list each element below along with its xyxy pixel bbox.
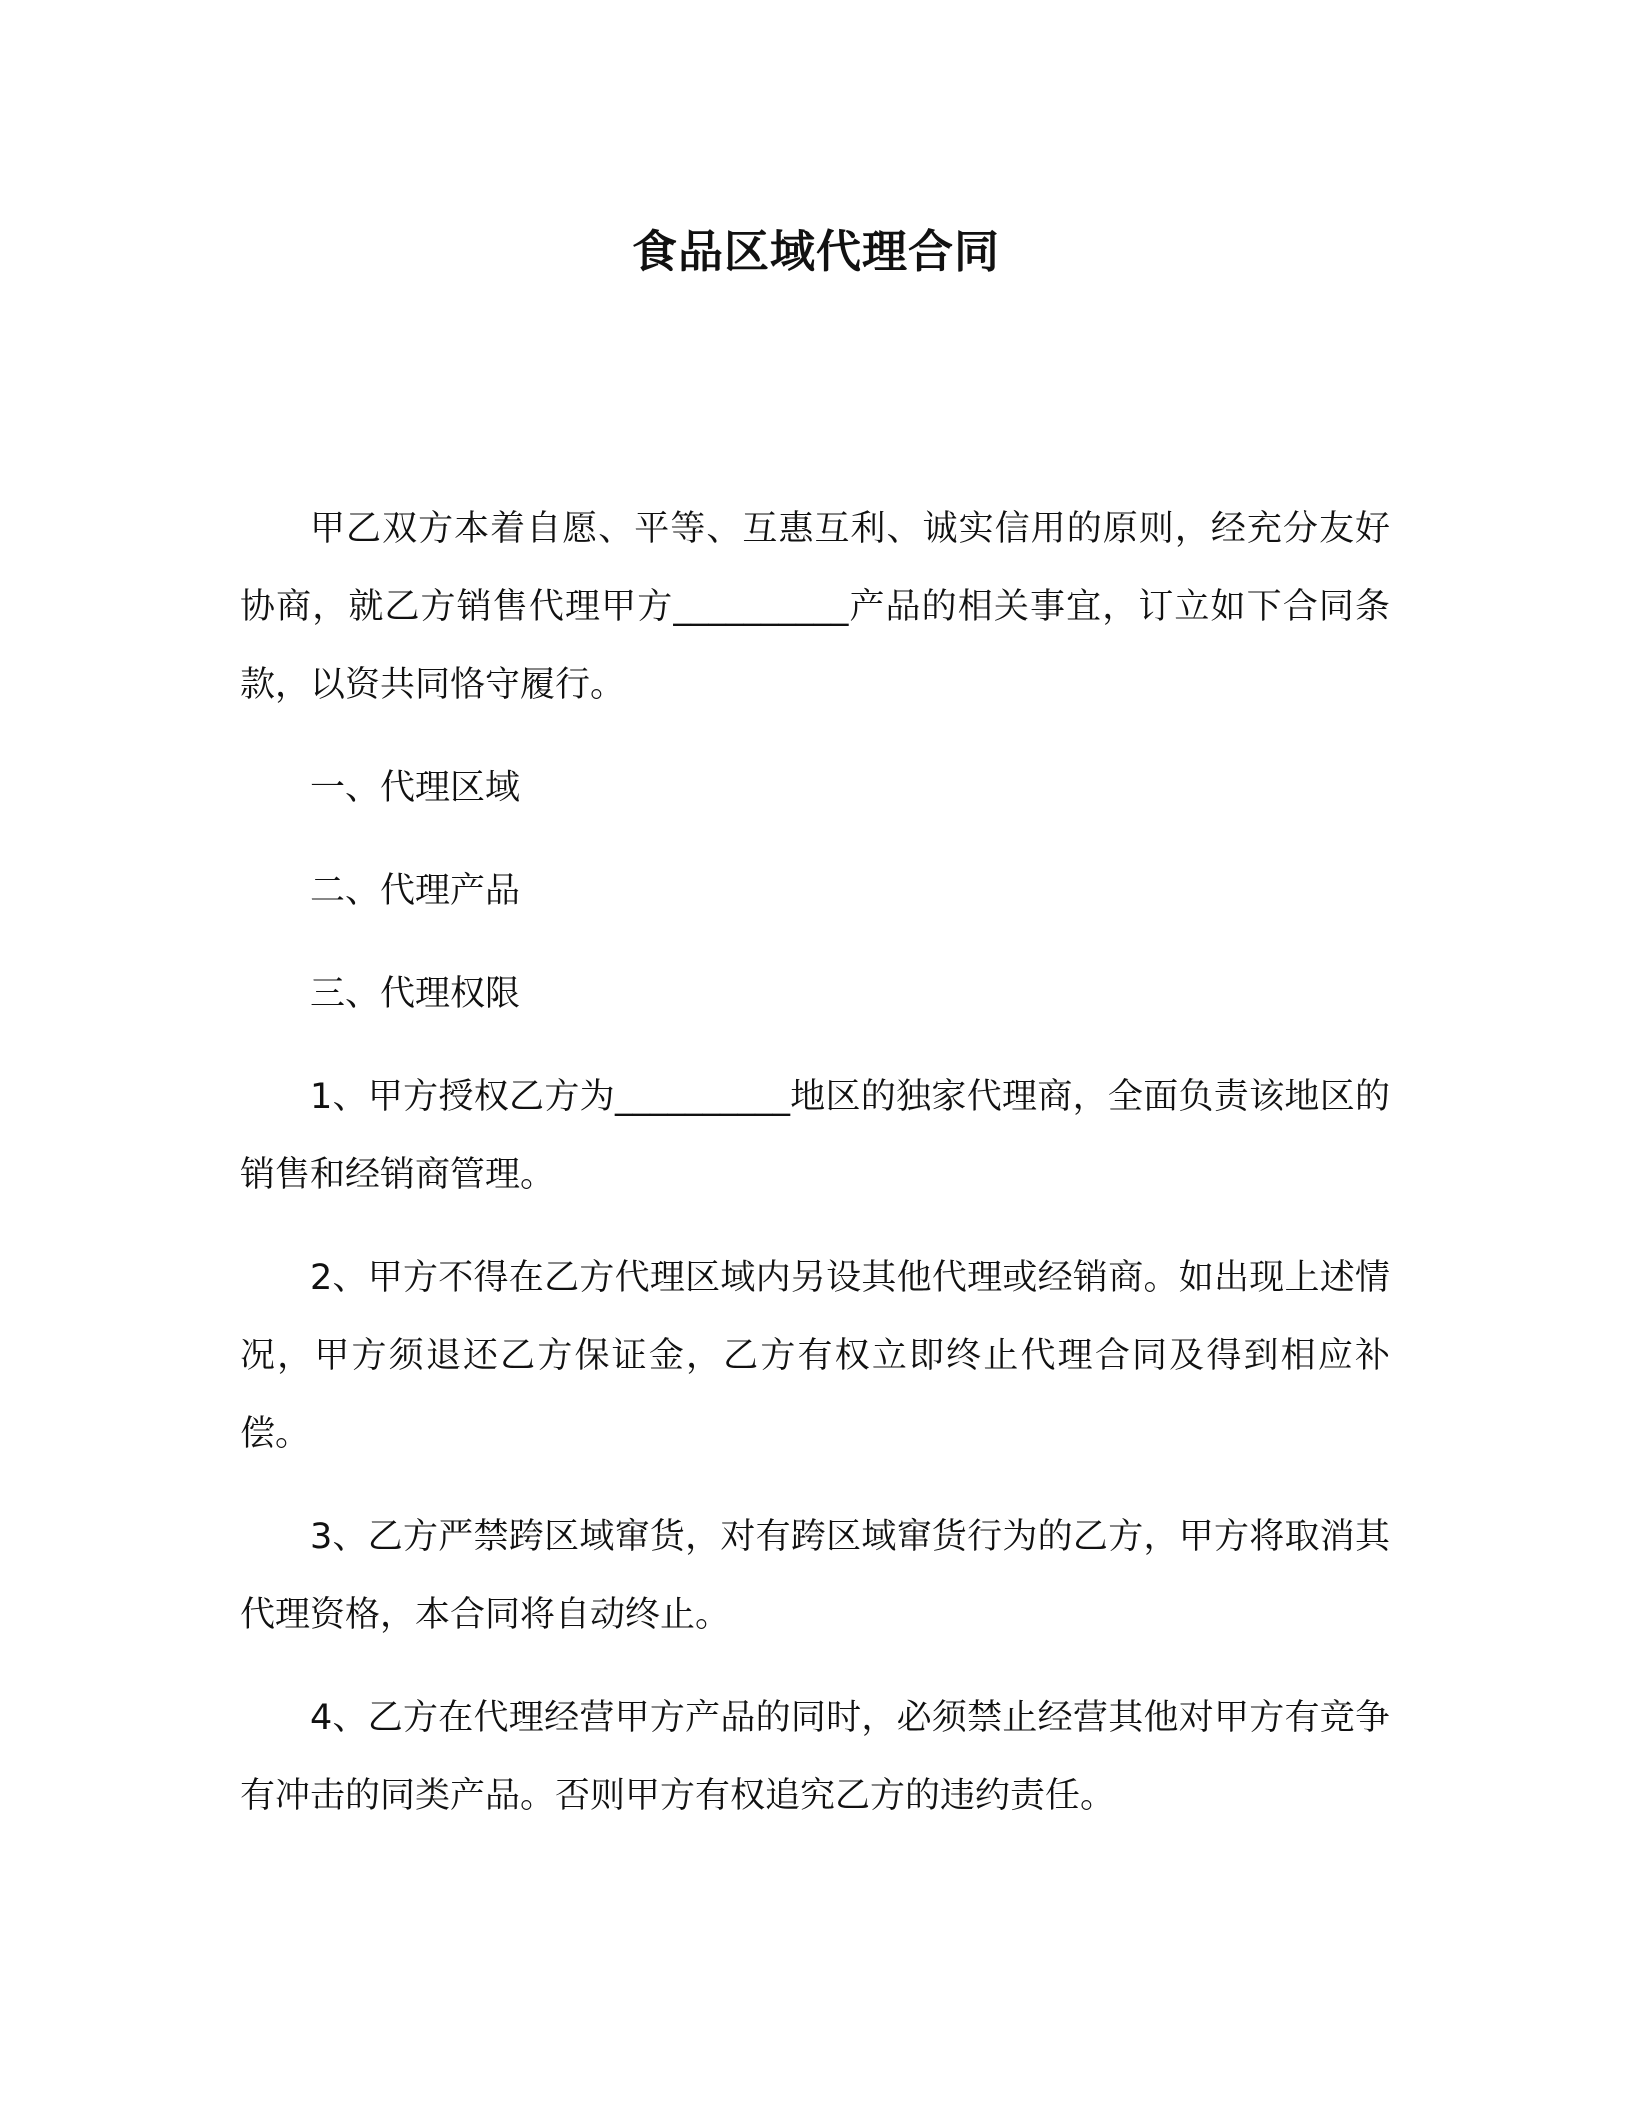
section-heading-product: 二、代理产品 <box>310 871 521 911</box>
clause-2: 2、甲方不得在乙方代理区域内另设其他代理或经销商。如出现上述情况，甲方须退还乙方保证金，乙方有权立即终止代理合同及得到相应补偿。 <box>240 1258 1390 1454</box>
clause-4: 4、乙方在代理经营甲方产品的同时，必须禁止经营其他对甲方有竞争有冲击的同类产品。否则甲方有权追究乙方的违约责任。 <box>240 1698 1390 1816</box>
document-body <box>240 490 1390 1860</box>
section-heading-region: 一、代理区域 <box>310 768 521 808</box>
section-heading-authority: 三、代理权限 <box>310 974 521 1014</box>
clause-1: 1、甲方授权乙方为__________地区的独家代理商，全面负责该地区的销售和经销商管理。 <box>240 1077 1390 1195</box>
document-title: 食品区域代理合同 <box>631 225 1000 278</box>
preamble-paragraph: 甲乙双方本着自愿、平等、互惠互利、诚实信用的原则，经充分友好协商，就乙方销售代理甲方__________产品的相关事宜，订立如下合同条款，以资共同恪守履行。 <box>240 509 1390 705</box>
clause-3: 3、乙方严禁跨区域窜货，对有跨区域窜货行为的乙方，甲方将取消其代理资格，本合同将自动终止。 <box>240 1517 1390 1635</box>
